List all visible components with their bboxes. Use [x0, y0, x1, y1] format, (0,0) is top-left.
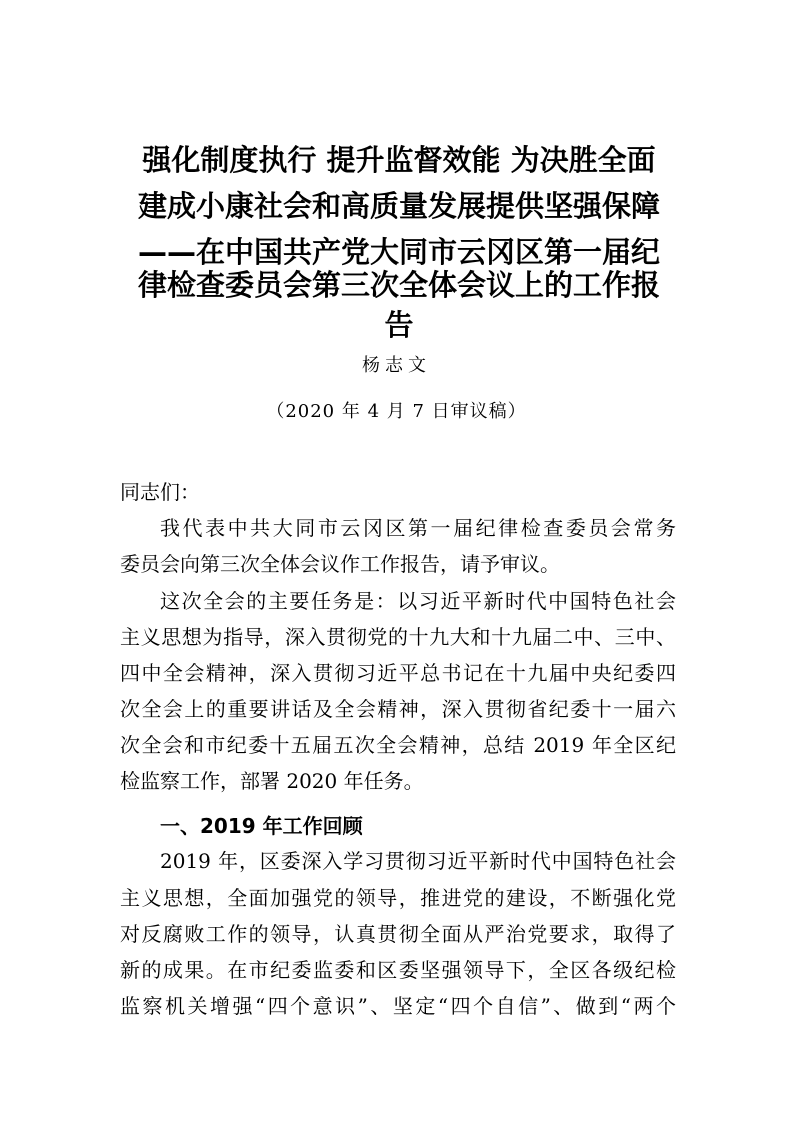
paragraph-2-line-2: 主义思想为指导，深入贯彻党的十九大和十九届二中、三中、: [120, 625, 676, 649]
paragraph-1-line-1: 我代表中共大同市云冈区第一届纪律检查委员会常务: [160, 516, 676, 540]
section-paragraph-line-4: 新的成果。在市纪委监委和区委坚强领导下，全区各级纪检: [120, 958, 676, 982]
paragraph-2-line-3: 四中全会精神，深入贯彻习近平总书记在十九届中央纪委四: [120, 661, 676, 685]
section-heading: 一、2019 年工作回顾: [160, 814, 363, 838]
salutation: 同志们：: [120, 480, 200, 504]
paragraph-2-line-5: 次全会和市纪委十五届五次全会精神，总结 2019 年全区纪: [120, 733, 676, 757]
author-name: 杨志文: [362, 355, 431, 376]
document-title-line-1: 强化制度执行 提升监督效能 为决胜全面: [142, 143, 656, 177]
section-paragraph-line-2: 主义思想，全面加强党的领导，推进党的建设，不断强化党: [120, 886, 676, 910]
paragraph-2-line-1: 这次全会的主要任务是：以习近平新时代中国特色社会: [160, 589, 676, 613]
document-title-line-5: 告: [384, 308, 414, 342]
paragraph-2-line-6: 检监察工作，部署 2020 年任务。: [120, 769, 424, 793]
document-title-line-4: 律检查委员会第三次全体会议上的工作报: [137, 268, 660, 302]
document-title-line-3: ——在中国共产党大同市云冈区第一届纪: [137, 235, 660, 269]
section-paragraph-line-3: 对反腐败工作的领导，认真贯彻全面从严治党要求，取得了: [120, 922, 676, 946]
document-title-line-2: 建成小康社会和高质量发展提供坚强保障: [137, 189, 660, 223]
section-paragraph-line-5: 监察机关增强“四个意识”、坚定“四个自信”、做到“两个: [120, 994, 676, 1018]
section-paragraph-line-1: 2019 年，区委深入学习贯彻习近平新时代中国特色社会: [160, 849, 676, 873]
draft-date: （2020 年 4 月 7 日审议稿）: [266, 401, 527, 422]
paragraph-2-line-4: 次全会上的重要讲话及全会精神，深入贯彻省纪委十一届六: [120, 697, 676, 721]
paragraph-1-line-2: 委员会向第三次全体会议作工作报告，请予审议。: [120, 552, 560, 576]
